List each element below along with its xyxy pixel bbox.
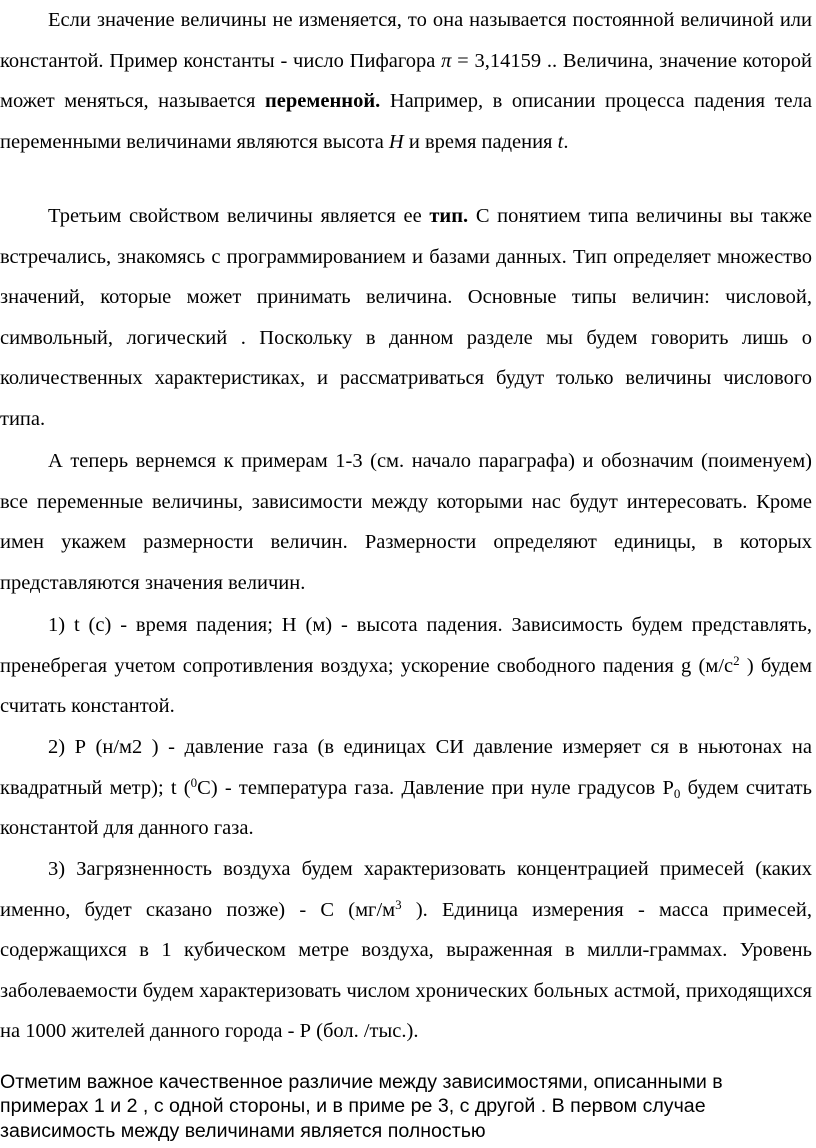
text-run: 1) t (с) - время падения; Н (м) - высота падения. Зависимость будем представлять, пренебрегая учетом сопротивления воздуха; ускорение свободного падения g (м/с — [0, 614, 812, 677]
superscript: 0 — [190, 774, 198, 790]
text-run: Например, в описании процесса падения тела переменными величинами являются высота — [0, 90, 812, 153]
text-run: ). Единица измерения - масса примесей, содержащихся в 1 кубическом метре воздуха, выраженная в милли-граммах. Уровень заболеваемости будем характеризовать числом хронических больных астмой, приходящихся на 1000 жителей данного города - Р (бол. /тыс.). — [0, 898, 812, 1043]
paragraph-examples-intro: А теперь вернемся к примерам 1-3 (см. начало параграфа) и обозначим (поименуем) все переменные величины, зависимости между которыми нас будут интересовать. Кроме имен укажем размерности величин. Размерности определяют единицы, в которых представляются значения величин. — [0, 450, 812, 594]
paragraph-conclusion: Отметим важное качественное различие между зависимостями, описанными в примерах 1 и 2 , с одной стороны, и в приме ре 3, с другой . В первом случае зависимость между величинами является полностью — [0, 1071, 723, 1142]
symbol-H: H — [388, 130, 404, 153]
bold-term-type: тип. — [429, 205, 469, 227]
text-run: ) будем считать константой. — [0, 654, 813, 718]
paragraph-type — [0, 196, 812, 440]
text-run: С понятием типа величины вы также встречались, знакомясь с программированием и базами данных. Тип определяет множество значений, которые может принимать величина. Основные типы величин: числовой, символьный, логический . Поскольку в данном разделе мы будем говорить лишь о количественных характеристиках, и рассматриваться будут только величины числового типа. — [0, 205, 813, 430]
text-run: = 3,14159 .. Величина, значение которой может меняться, называется — [0, 49, 812, 113]
text-run: Если значение величины не изменяется, то она называется постоянной величиной или константой. Пример константы - число Пифагора — [0, 9, 812, 72]
pi-symbol: π — [441, 49, 452, 72]
text-run: и время падения — [403, 130, 558, 153]
paragraph-constant-variable — [0, 0, 812, 162]
text-run: С) - температура газа. Давление при нуле градусов Р — [197, 776, 674, 799]
text-run: . — [563, 130, 569, 153]
text-run: 3) Загрязненность воздуха будем характеризовать концентрацией примесей (каких именно, будет сказано позже) - С (мг/м — [0, 858, 812, 921]
bold-term-variable: переменной. — [265, 90, 381, 113]
text-run: будем считать константой для данного газа. — [0, 776, 812, 840]
paragraph-example-2 — [0, 727, 812, 849]
text-run: Третьим свойством величины является ее — [48, 205, 430, 227]
superscript: 3 — [395, 896, 402, 912]
superscript: 2 — [733, 652, 740, 668]
paragraph-example-3 — [0, 849, 812, 1052]
subscript: 0 — [673, 785, 681, 801]
text-run: 2) Р (н/м2 ) - давление газа (в единицах СИ давление измеряет ся в ньютонах на квадратный метр); t ( — [0, 736, 812, 799]
symbol-t: t — [557, 130, 564, 153]
paragraph-example-1 — [0, 605, 812, 727]
